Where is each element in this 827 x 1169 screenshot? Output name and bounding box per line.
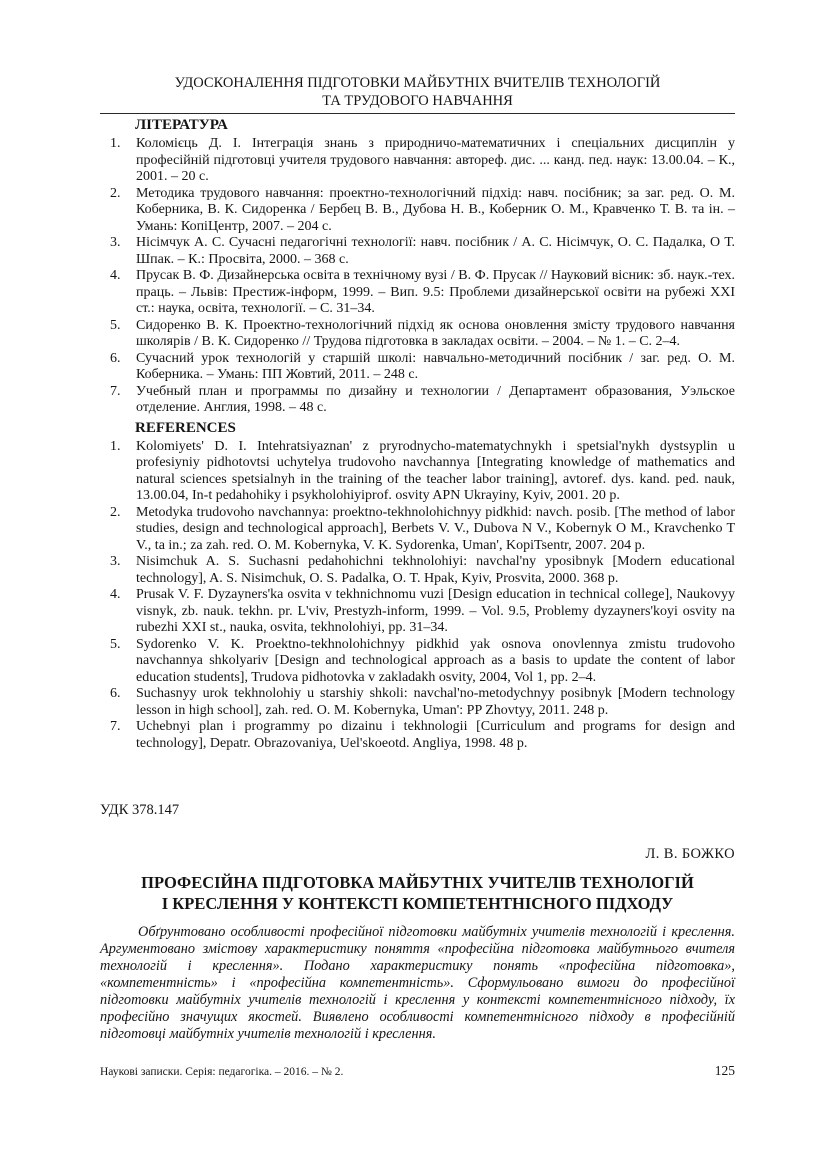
reference-item: [100, 505, 735, 555]
item-number: 1.: [110, 136, 121, 151]
item-text: Прусак В. Ф. Дизайнерська освіта в технічному вузі / В. Ф. Прусак // Науковий вісник: зб. наук.-тех. праць. – Львів: Престиж-інформ, 1999. – Вип. 9.5: Проблеми дизайнерської освіти на рубежі XXI ст.: наука, освіта, технології. – С. 31–34.: [136, 268, 735, 316]
literatura-item: [100, 235, 735, 268]
item-text: Metodyka trudovoho navchannya: proektno-tekhnolohichnyy pidkhid: navch. posib. [The method of labor studies, design and technological approach], Berbets V. V., Dubova N V., Kobernyk O M., Kravchenko T V., ta in.; za zah. red. O. M. Kobernyka, V. K. Sydorenka, Uman', KopiTsentr, 2007. 204 p.: [136, 504, 735, 553]
item-number: 3.: [110, 235, 121, 250]
footer-journal: Наукові записки. Серія: педагогіка. – 2016. – № 2.: [100, 1066, 344, 1078]
literatura-item: [100, 186, 735, 236]
item-text: Методика трудового навчання: проектно-технологічний підхід: навч. посібник; за заг. ред. О. М. Коберника, В. К. Сидоренка / Бербец В. В., Дубова Н. В., Коберник О. М., Кравченко Т. В. та ін. – Умань: КопіЦентр, 2007. – 204 с.: [136, 185, 735, 234]
literatura-item: [100, 351, 735, 384]
item-text: Sydorenko V. K. Proektno-tekhnolohichnyy pidkhid yak osnova onovlennya zmistu trudovoho navchannya shkolyariv [Design and technological approach as a basis to update the content of labor education students], Trudova pidhotovka v zakladakh osvity, 2004, Vol 1, pp. 2–4.: [136, 636, 735, 685]
item-text: Suchasnyy urok tekhnolohiy u starshiy shkoli: navchal'no-metodychnyy posibnyk [Modern technology lesson in high school], zah. red. O. M. Kobernyka, Uman': PP Zhovtyy, 2011. 248 p.: [136, 686, 735, 718]
running-head: [100, 0, 735, 114]
reference-item: [100, 686, 735, 719]
literatura-list: [100, 136, 735, 417]
item-number: 6.: [110, 350, 121, 366]
item-number: 3.: [110, 554, 121, 569]
reference-item: [100, 637, 735, 687]
literatura-item: [100, 318, 735, 351]
item-text: Prusak V. F. Dyzayners'ka osvita v tekhnichnomu vuzi [Design education in technical college], Naukovyy visnyk, zb. nauk. tekhn. pr. L'viv, Prestyzh-inform, 1999. – Vol. 9.5, Problemy dyzayners'koyi osvity na rubezhi XXI st., nauka, osvita, tekhnolohiyi, pp. 31–34.: [136, 587, 735, 635]
item-text: Коломієць Д. І. Інтеграція знань з природничо-математичних і спеціальних дисциплін у професійній підготовці учителя трудового навчання: автореф. дис. ... канд. пед. наук: 13.00.04. – К., 2001. – 20 с.: [136, 136, 735, 184]
article-title-line-2: І КРЕСЛЕННЯ У КОНТЕКСТІ КОМПЕТЕНТНІСНОГО ПІДХОДУ: [161, 894, 674, 913]
item-number: 7.: [110, 719, 121, 734]
item-text: Нісімчук А. С. Сучасні педагогічні технології: навч. посібник / А. С. Нісімчук, О. С. Падалка, О Т. Шпак. – К.: Просвіта, 2000. – 368 с.: [136, 235, 735, 267]
item-text: Nisimchuk A. S. Suchasni pedahohichni tekhnolohiyi: navchal'ny yposibnyk [Modern educational technology], A. S. Nisimchuk, O. S. Padalka, O. T. Hpak, Kyiv, Prosvita, 2000. 368 p.: [136, 554, 735, 586]
item-number: 6.: [110, 686, 121, 701]
running-head-line-2: ТА ТРУДОВОГО НАВЧАННЯ: [322, 93, 513, 109]
item-number: 1.: [110, 438, 121, 454]
item-number: 5.: [110, 636, 121, 652]
page-footer: [100, 1063, 735, 1079]
author-name: Л. В. БОЖКО: [645, 846, 735, 862]
item-number: 4.: [110, 268, 121, 283]
item-text: Uchebnyi plan i programmy po dizainu i tekhnologii [Curriculum and programs for design and technology], Depatr. Obrazovaniya, Uel'skoeotd. Angliya, 1998. 48 p.: [136, 719, 735, 751]
item-text: Учебный план и программы по дизайну и технологии / Департамент образования, Уэльское отделение. Англия, 1998. – 48 с.: [136, 383, 735, 415]
item-number: 4.: [110, 587, 121, 602]
article-title-line-1: ПРОФЕСІЙНА ПІДГОТОВКА МАЙБУТНІХ УЧИТЕЛІВ ТЕХНОЛОГІЙ: [141, 873, 694, 892]
article-title: [100, 872, 735, 914]
item-number: 2.: [110, 504, 121, 520]
footer-page-number: 125: [714, 1063, 735, 1078]
item-text: Сучасний урок технологій у старшій школі: навчально-методичний посібник / заг. ред. О. М. Коберника. – Умань: ПП Жовтий, 2011. – 248 с.: [136, 350, 735, 382]
item-number: 7.: [110, 383, 121, 399]
reference-item: [100, 719, 735, 752]
literatura-item: [100, 384, 735, 417]
udk-label: УДК 378.147: [100, 802, 180, 818]
abstract-text: Обґрунтовано особливості професійної підготовки майбутніх учителів технологій і креслення. Аргументовано змістову характеристику поняття «професійна підготовка майбутнього вчителя технологій і креслення». Подано характеристику понять «професійна підготовка», «компетентність» і «професійна компетентність». Сформульовано вимоги до професійної підготовки майбутніх учителів технологій і креслення у контексті компетентнісного підходу, їх професійно значущих якостей. Виявлено особливості компетентнісного підходу в професійній підготовці майбутніх учителів технологій і креслення.: [100, 924, 735, 1042]
page-content: [100, 0, 735, 1043]
item-text: Сидоренко В. К. Проектно-технологічний підхід як основа оновлення змісту трудового навчання школярів / В. К. Сидоренко // Трудова підготовка в закладах освіти. – 2004. – № 1. – С. 2–4.: [136, 317, 735, 349]
running-head-line-1: УДОСКОНАЛЕННЯ ПІДГОТОВКИ МАЙБУТНІХ ВЧИТЕЛІВ ТЕХНОЛОГІЙ: [174, 75, 661, 91]
reference-item: [100, 554, 735, 587]
literatura-heading: ЛІТЕРАТУРА: [135, 117, 228, 133]
reference-item: [100, 587, 735, 637]
item-number: 2.: [110, 185, 121, 201]
references-heading: REFERENCES: [135, 419, 236, 436]
item-text: Kolomiyets' D. I. Intehratsiyaznan' z pryrodnycho-matematychnykh i spetsial'nykh dystsyplin u profesiyniy pidhotovtsi uchytelya trudovoho navchannya [Integrating knowledge of mathematics and natural sciences spetsialnyh in the training of the teacher labor training], avtoref. dys. kand. ped. nauk, 13.00.04, In-t pedahohiky i psykholohiyiprof. osvity APN Ukrayiny, Kyiv, 2001. 20 p.: [136, 438, 735, 503]
references-list: [100, 439, 735, 753]
literatura-item: [100, 268, 735, 318]
reference-item: [100, 439, 735, 505]
literatura-item: [100, 136, 735, 186]
item-number: 5.: [110, 317, 121, 333]
